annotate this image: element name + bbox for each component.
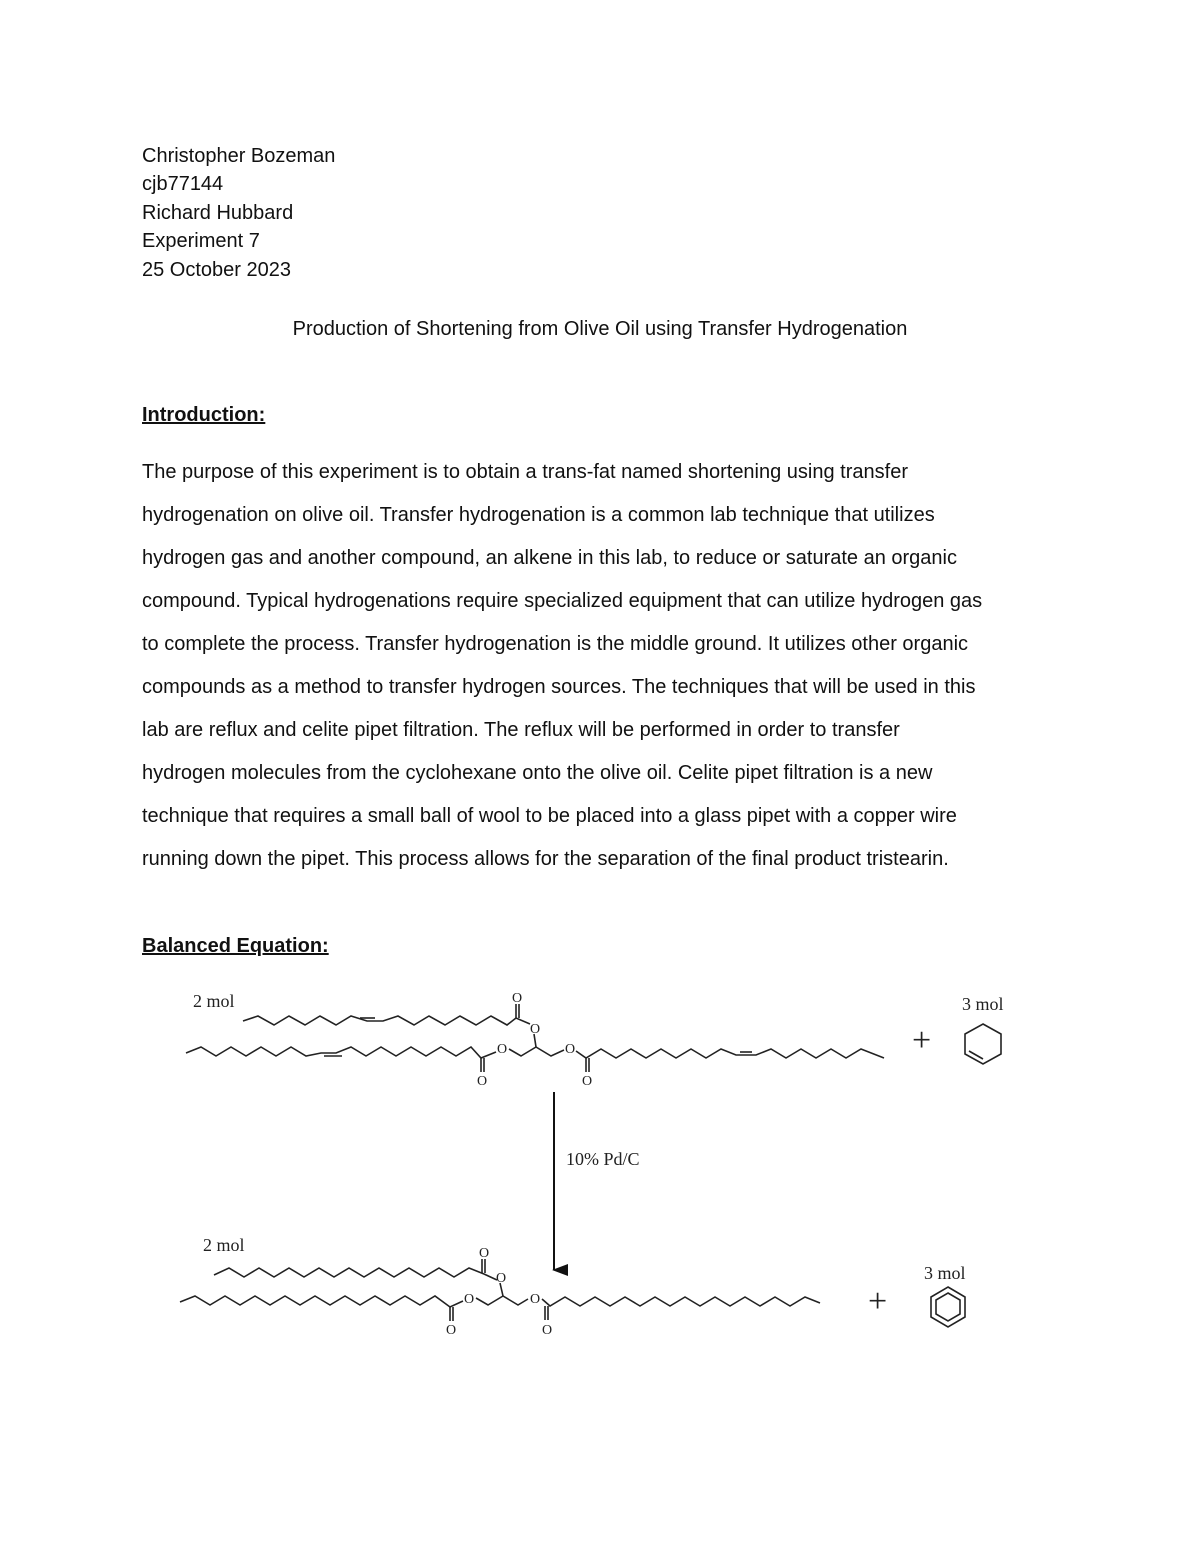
stearate-chain-top bbox=[214, 1268, 497, 1280]
plus-sign: + bbox=[868, 1283, 888, 1320]
oxygen-label: O bbox=[496, 1042, 508, 1057]
stearate-chain-middle bbox=[180, 1296, 463, 1307]
balanced-equation-heading: Balanced Equation: bbox=[142, 935, 329, 957]
oxygen-label: O bbox=[511, 991, 523, 1006]
oxygen-label: O bbox=[581, 1074, 593, 1089]
glycerol-backbone bbox=[509, 1047, 564, 1056]
catalyst-label: 10% Pd/C bbox=[566, 1149, 640, 1169]
stearate-chain-right bbox=[542, 1297, 820, 1306]
product-glycerol-backbone bbox=[476, 1296, 528, 1305]
product-mol-label: 2 mol bbox=[203, 1235, 245, 1255]
intro-line: The purpose of this experiment is to obtain a trans-fat named shortening using transfer bbox=[142, 461, 908, 483]
experiment-number: Experiment 7 bbox=[142, 230, 260, 252]
oxygen-label: O bbox=[564, 1042, 576, 1057]
oxygen-label: O bbox=[478, 1246, 490, 1261]
plus-sign: + bbox=[912, 1022, 932, 1059]
intro-line: lab are reflux and celite pipet filtration. The reflux will be performed in order to transfer bbox=[142, 719, 900, 741]
oxygen-label: O bbox=[529, 1292, 541, 1307]
author-name: Christopher Bozeman bbox=[142, 145, 336, 167]
intro-line: to complete the process. Transfer hydrogenation is the middle ground. It utilizes other organic bbox=[142, 633, 969, 655]
oxygen-label: O bbox=[445, 1323, 457, 1338]
oxygen-label: O bbox=[529, 1022, 541, 1037]
reactant-mol-label: 2 mol bbox=[193, 991, 235, 1011]
intro-line: compounds as a method to transfer hydrogen sources. The techniques that will be used in this bbox=[142, 676, 976, 698]
report-date: 25 October 2023 bbox=[142, 259, 291, 281]
intro-line: running down the pipet. This process allows for the separation of the final product tristearin. bbox=[142, 848, 949, 870]
oxygen-label: O bbox=[495, 1271, 507, 1286]
intro-line: hydrogenation on olive oil. Transfer hydrogenation is a common lab technique that utilizes bbox=[142, 504, 935, 526]
instructor-name: Richard Hubbard bbox=[142, 202, 294, 224]
oleate-chain-top bbox=[243, 1016, 530, 1025]
oleate-chain-right bbox=[576, 1049, 884, 1058]
byproduct-mol-label: 3 mol bbox=[924, 1263, 966, 1283]
page-title: Production of Shortening from Olive Oil using Transfer Hydrogenation bbox=[292, 318, 908, 340]
intro-line: technique that requires a small ball of wool to be placed into a glass pipet with a copper wire bbox=[142, 805, 957, 827]
intro-line: hydrogen molecules from the cyclohexane onto the olive oil. Celite pipet filtration is a new bbox=[142, 762, 933, 784]
oxygen-label: O bbox=[476, 1074, 488, 1089]
reagent-mol-label: 3 mol bbox=[962, 994, 1004, 1014]
intro-line: compound. Typical hydrogenations require specialized equipment that can utilize hydrogen gas bbox=[142, 590, 983, 612]
student-id: cjb77144 bbox=[142, 173, 224, 195]
oxygen-label: O bbox=[463, 1292, 475, 1307]
cyclohexene-icon bbox=[965, 1024, 1001, 1064]
introduction-heading: Introduction: bbox=[142, 404, 266, 426]
intro-line: hydrogen gas and another compound, an alkene in this lab, to reduce or saturate an organic bbox=[142, 547, 957, 569]
oxygen-label: O bbox=[541, 1323, 553, 1338]
